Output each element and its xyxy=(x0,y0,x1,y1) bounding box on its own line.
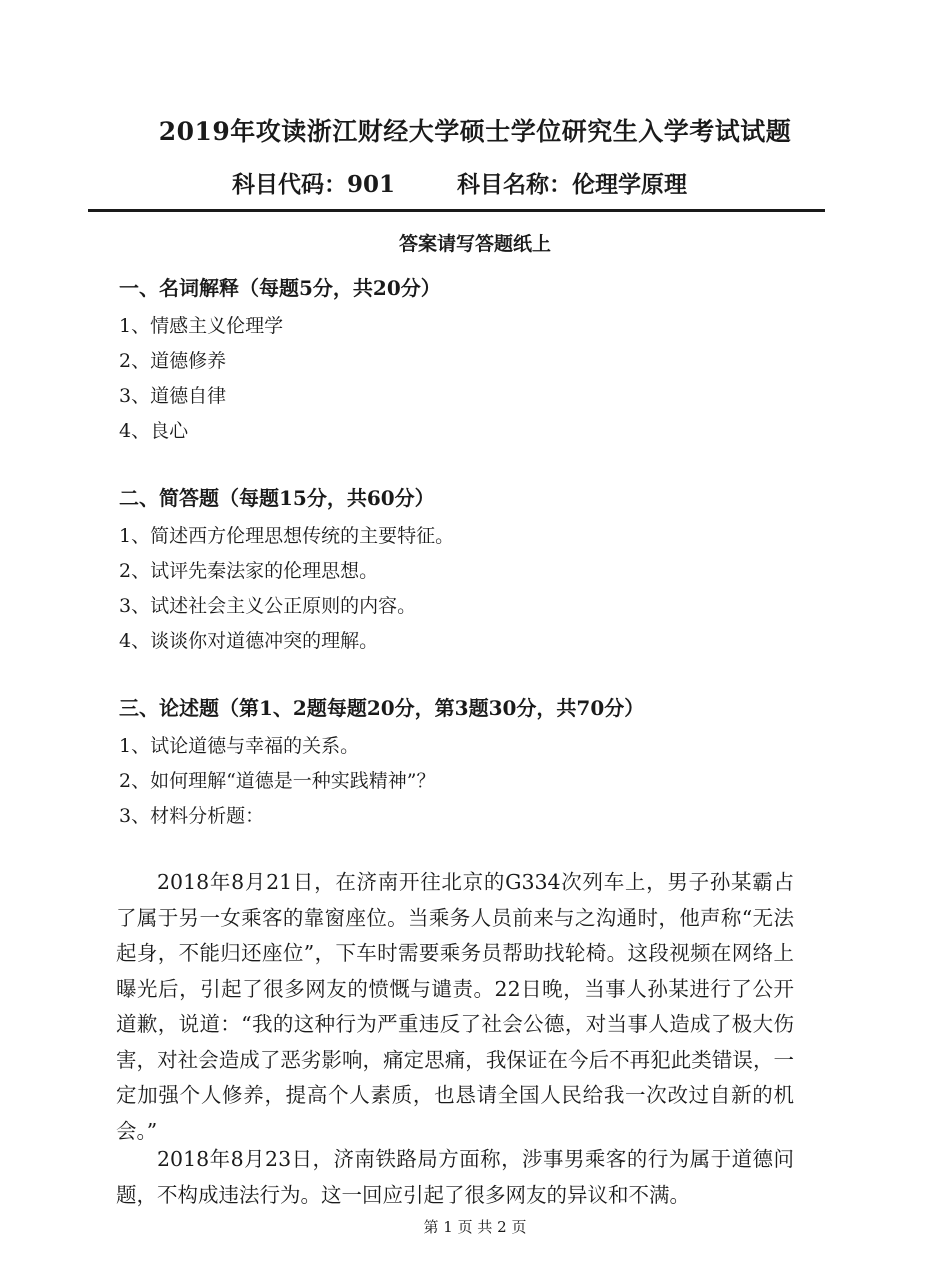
header-divider xyxy=(88,209,825,212)
material-paragraph-1: 2018年8月21日，在济南开往北京的G334次列车上，男子孙某霸占了属于另一女乘客的靠窗座位。当乘务人员前来与之沟通时，他声称“无法起身，不能归还座位”，下车时需要乘务员帮助找轮椅。这段视频在网络上曝光后，引起了很多网友的愤慨与谴责。22日晚，当事人孙某进行了公开道歉，说道：“我的这种行为严重违反了社会公德，对当事人造成了极大伤害，对社会造成了恶劣影响，痛定思痛，我保证在今后不再犯此类错误，一定加强个人修养，提高个人素质，也恳请全国人民给我一次改过自新的机会。” xyxy=(116,870,794,1143)
section-3-question-3: 3、材料分析题： xyxy=(119,805,265,827)
section-3-heading: 三、论述题（第1、2题每题20分，第3题30分，共70分） xyxy=(119,696,645,720)
subject-code: 科目代码：901 xyxy=(232,171,396,198)
section-3-question-1: 1、试论道德与幸福的关系。 xyxy=(119,735,360,757)
section-2-question-1: 1、简述西方伦理思想传统的主要特征。 xyxy=(119,525,455,547)
section-2-question-3: 3、试述社会主义公正原则的内容。 xyxy=(119,595,417,617)
section-1-question-2: 2、道德修养 xyxy=(119,350,227,372)
section-1-question-1: 1、情感主义伦理学 xyxy=(119,315,284,337)
answer-notice: 答案请写答题纸上 xyxy=(398,233,551,255)
material-paragraph-2: 2018年8月23日，济南铁路局方面称，涉事男乘客的行为属于道德问题，不构成违法行为。这一回应引起了很多网友的异议和不满。 xyxy=(116,1147,794,1207)
section-2-question-2: 2、试评先秦法家的伦理思想。 xyxy=(119,560,379,582)
section-1-question-3: 3、道德自律 xyxy=(119,385,227,407)
exam-title: 2019年攻读浙江财经大学硕士学位研究生入学考试试题 xyxy=(158,117,792,146)
page-footer: 第 1 页 共 2 页 xyxy=(423,1218,527,1236)
section-2-heading: 二、简答题（每题15分，共60分） xyxy=(119,486,435,510)
subject-line xyxy=(232,166,687,199)
section-1-question-4: 4、良心 xyxy=(119,420,189,442)
section-2-question-4: 4、谈谈你对道德冲突的理解。 xyxy=(119,630,379,652)
section-1-heading: 一、名词解释（每题5分，共20分） xyxy=(119,276,441,300)
subject-name: 科目名称：伦理学原理 xyxy=(457,171,688,198)
section-3-question-2: 2、如何理解“道德是一种实践精神”？ xyxy=(119,770,436,792)
